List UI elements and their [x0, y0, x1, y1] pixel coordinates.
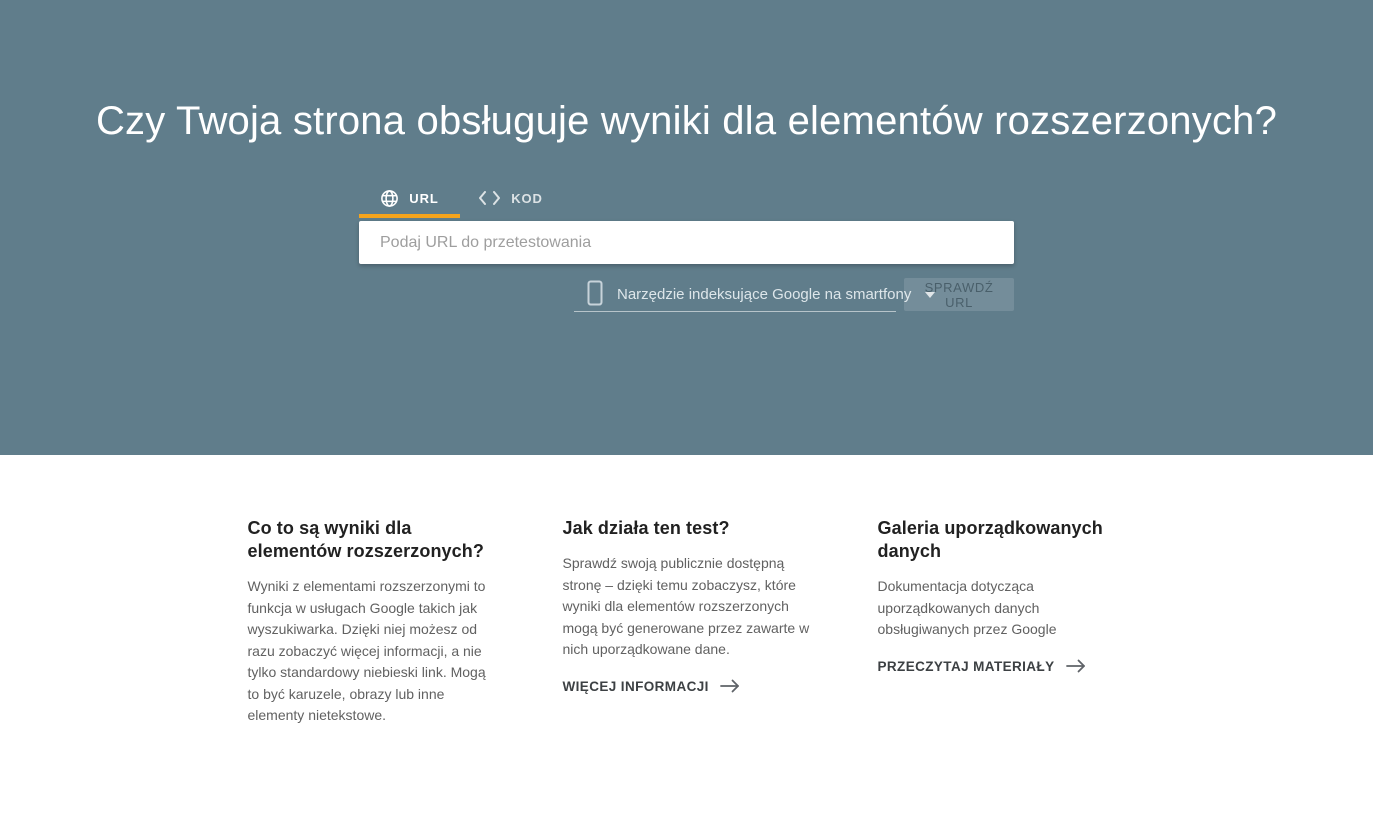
info-heading: Jak działa ten test? [562, 518, 730, 538]
info-body: Sprawdź swoją publicznie dostępną stronę – dzięki temu zobaczysz, które wyniki dla elementów rozszerzonych mogą być generowane przez zawarte w nich uporządkowane dane. [562, 555, 810, 657]
crawler-select-value: Narzędzie indeksujące Google na smartfony [617, 286, 912, 303]
tab-kod[interactable] [460, 182, 561, 218]
info-col-rich-results [248, 517, 495, 727]
read-materials-link-label: PRZECZYTAJ MATERIAŁY [877, 658, 1055, 674]
info-section [0, 455, 1373, 727]
tab-kod-label: KOD [511, 190, 543, 206]
read-materials-link[interactable] [878, 659, 1086, 674]
info-col-gallery [878, 517, 1125, 676]
arrow-right-icon [720, 679, 740, 693]
tab-url-label: URL [409, 190, 439, 206]
url-input[interactable] [359, 221, 1014, 264]
smartphone-icon [587, 280, 603, 310]
page-title: Czy Twoja strona obsługuje wyniki dla elementów rozszerzonych? [95, 99, 1278, 143]
info-col-how-it-works [563, 517, 810, 696]
check-url-button[interactable]: SPRAWDŹ URL [904, 278, 1014, 311]
more-info-link[interactable] [563, 679, 740, 694]
tab-bar [359, 182, 1014, 218]
info-heading: Galeria uporządkowanych danych [877, 518, 1103, 561]
info-heading: Co to są wyniki dla elementów rozszerzonych? [247, 518, 484, 561]
code-icon [478, 191, 501, 205]
info-body: Dokumentacja dotycząca uporządkowanych danych obsługiwanych przez Google [877, 578, 1057, 637]
tab-url[interactable] [359, 182, 460, 218]
arrow-right-icon [1066, 659, 1086, 673]
controls-row [359, 278, 1014, 312]
info-grid [248, 517, 1126, 727]
more-info-link-label: WIĘCEJ INFORMACJI [562, 678, 709, 694]
test-card [359, 182, 1014, 312]
info-body: Wyniki z elementami rozszerzonymi to funkcja w usługach Google takich jak wyszukiwarka. Dzięki niej możesz od razu zobaczyć więcej informacji, a nie tylko standardowy niebieski link. Mogą to być karuzele, obrazy lub inne elementy nietekstowe. [247, 578, 486, 723]
globe-icon [380, 189, 399, 208]
crawler-select[interactable] [574, 278, 912, 312]
